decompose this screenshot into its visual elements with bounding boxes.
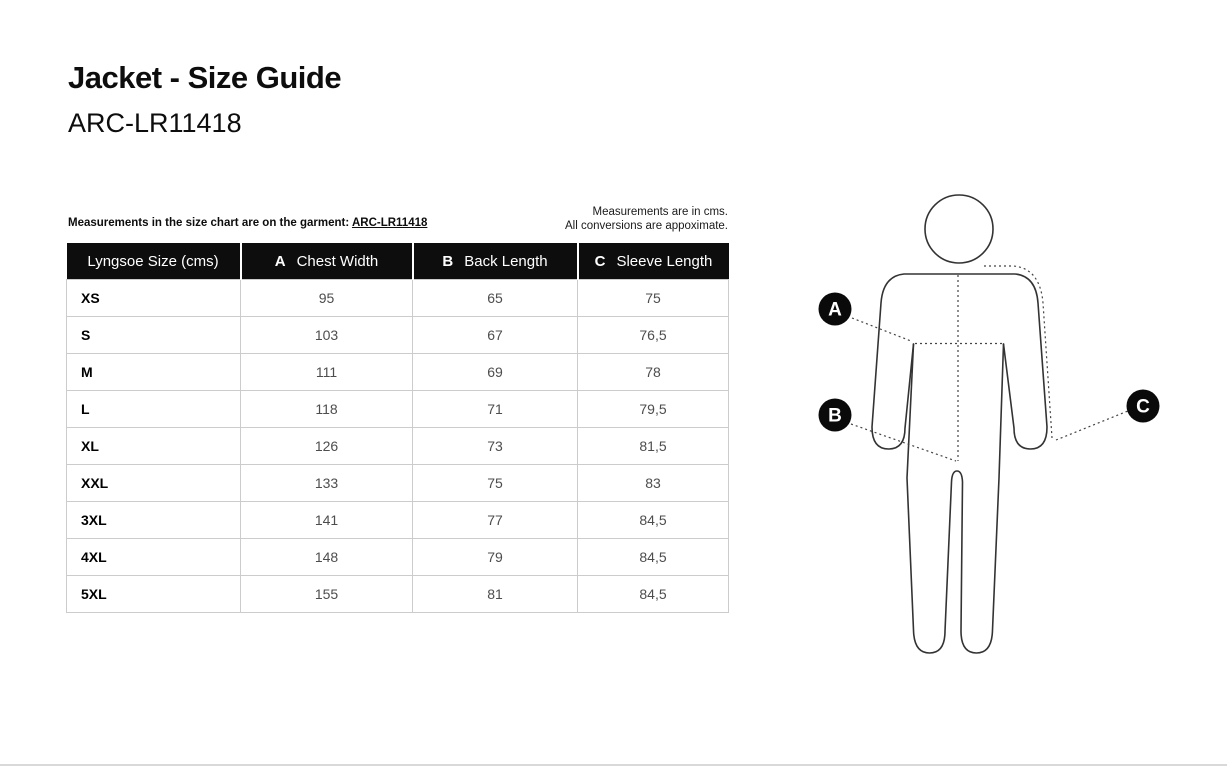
marker-c-label: C: [1136, 396, 1150, 418]
sleeve-length-cell: 76,5: [578, 317, 729, 354]
back-length-cell: 69: [413, 354, 578, 391]
chest-width-cell: 126: [241, 428, 413, 465]
table-row: [67, 280, 729, 317]
size-cell: M: [67, 354, 241, 391]
garment-code-link[interactable]: ARC-LR11418: [351, 217, 428, 229]
back-length-cell: 79: [413, 539, 578, 576]
table-row: [67, 354, 729, 391]
marker-c-connector: [1056, 411, 1128, 440]
marker-a-label: A: [828, 299, 842, 321]
size-cell: 4XL: [67, 539, 241, 576]
col-label: Chest Width: [296, 252, 379, 270]
table-row: [67, 576, 729, 613]
marker-b-label: B: [828, 405, 842, 427]
sleeve-length-cell: 81,5: [578, 428, 729, 465]
table-row: [67, 539, 729, 576]
size-cell: 3XL: [67, 502, 241, 539]
col-header-back-length: [413, 243, 578, 280]
col-header-size: [67, 243, 241, 280]
units-note-line2: All conversions are appoximate.: [565, 220, 728, 232]
figure-legs-outline: [907, 344, 1004, 653]
units-note: [565, 205, 728, 233]
back-length-cell: 71: [413, 391, 578, 428]
figure-jacket-outline: [872, 274, 1047, 449]
chest-width-cell: 118: [241, 391, 413, 428]
col-label: Back Length: [464, 252, 548, 270]
chest-width-cell: 111: [241, 354, 413, 391]
size-cell: L: [67, 391, 241, 428]
size-cell: XL: [67, 428, 241, 465]
page-title: Jacket - Size Guide: [68, 60, 342, 95]
garment-note-text: Measurements in the size chart are on the garment:: [68, 217, 352, 229]
sleeve-length-cell: 84,5: [578, 502, 729, 539]
table-row: [67, 391, 729, 428]
marker-a-connector: [852, 318, 911, 341]
col-letter-a: A: [274, 252, 286, 270]
sleeve-length-cell: 83: [578, 465, 729, 502]
back-length-cell: 81: [413, 576, 578, 613]
col-header-chest-width: [241, 243, 413, 280]
table-row: [67, 317, 729, 354]
table-row: [67, 428, 729, 465]
sleeve-length-cell: 84,5: [578, 576, 729, 613]
sleeve-length-cell: 79,5: [578, 391, 729, 428]
marker-b-connector: [851, 424, 956, 461]
chest-width-cell: 133: [241, 465, 413, 502]
chest-width-cell: 141: [241, 502, 413, 539]
back-length-cell: 73: [413, 428, 578, 465]
figure-head: [925, 195, 993, 263]
chest-width-cell: 148: [241, 539, 413, 576]
back-length-cell: 75: [413, 465, 578, 502]
size-cell: XXL: [67, 465, 241, 502]
marker-c: [1127, 390, 1160, 423]
col-label: Lyngsoe Size (cms): [87, 252, 219, 270]
back-length-cell: 77: [413, 502, 578, 539]
sleeve-length-cell: 75: [578, 280, 729, 317]
table-row: [67, 502, 729, 539]
bottom-divider: [0, 764, 1227, 766]
chest-width-cell: 155: [241, 576, 413, 613]
size-cell: S: [67, 317, 241, 354]
sleeve-length-cell: 84,5: [578, 539, 729, 576]
size-cell: XS: [67, 280, 241, 317]
col-label: Sleeve Length: [616, 252, 713, 270]
product-code: ARC-LR11418: [68, 108, 242, 138]
garment-note: [68, 217, 427, 229]
size-table: [66, 243, 729, 613]
size-table-header-row: [67, 243, 729, 280]
sleeve-length-cell: 78: [578, 354, 729, 391]
col-header-sleeve-length: [578, 243, 729, 280]
units-note-line1: Measurements are in cms.: [592, 206, 728, 218]
size-table-body: [67, 280, 729, 613]
chest-width-cell: 103: [241, 317, 413, 354]
measurement-diagram: [805, 186, 1185, 676]
col-letter-c: C: [594, 252, 606, 270]
marker-b: [819, 399, 852, 432]
marker-a: [819, 293, 852, 326]
back-length-cell: 65: [413, 280, 578, 317]
chest-width-cell: 95: [241, 280, 413, 317]
table-row: [67, 465, 729, 502]
col-letter-b: B: [442, 252, 454, 270]
size-cell: 5XL: [67, 576, 241, 613]
back-length-cell: 67: [413, 317, 578, 354]
